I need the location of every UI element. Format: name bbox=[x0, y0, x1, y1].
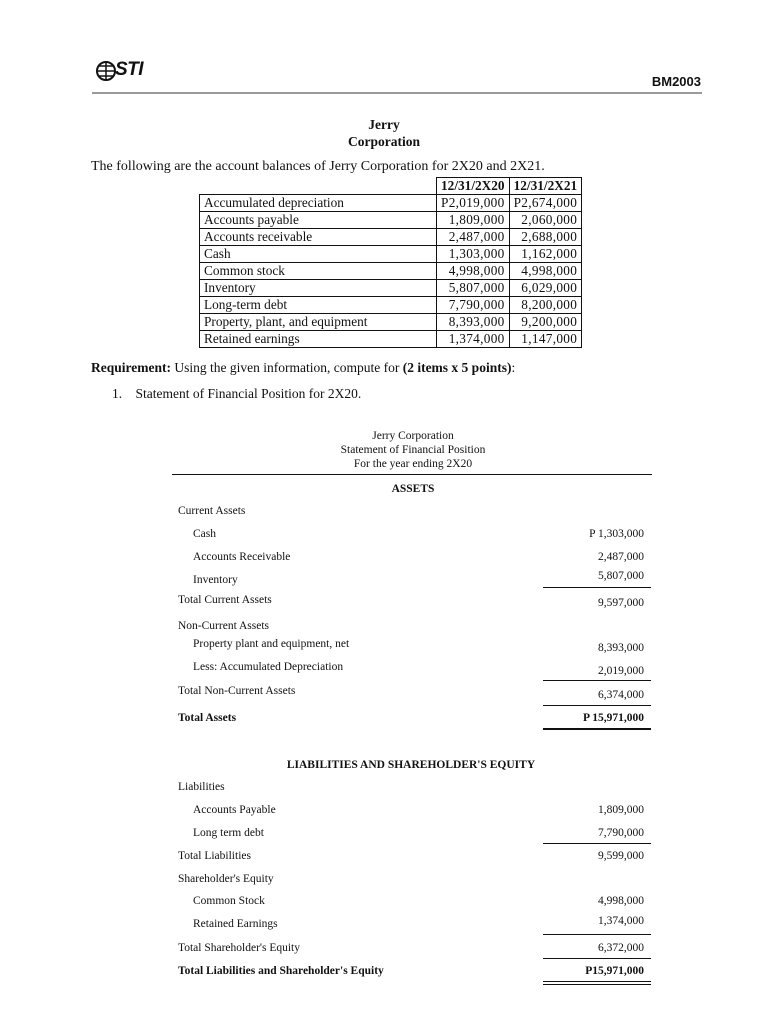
cash-amount: P 1,303,000 bbox=[589, 528, 644, 540]
header-divider bbox=[92, 92, 702, 94]
table-row bbox=[200, 331, 582, 348]
value-2x21-cell: 2,688,000 bbox=[509, 229, 582, 246]
requirement-body: Using the given information, compute for bbox=[171, 360, 403, 375]
inventory-label: Inventory bbox=[193, 574, 238, 586]
total-liabilities-label: Total Liabilities bbox=[178, 850, 251, 862]
document-code: BM2003 bbox=[651, 74, 701, 89]
list-item bbox=[112, 386, 361, 402]
requirement-colon: : bbox=[511, 360, 516, 375]
value-2x21-cell: 2,060,000 bbox=[509, 212, 582, 229]
accum-dep-label: Less: Accumulated Depreciation bbox=[193, 661, 344, 673]
account-cell: Accounts payable bbox=[200, 212, 437, 229]
total-shareholders-equity-amount: 6,372,000 bbox=[598, 942, 644, 954]
page-title-line1: Jerry bbox=[368, 117, 400, 132]
current-assets-label: Current Assets bbox=[178, 505, 246, 517]
page-title-line2: Corporation bbox=[348, 134, 420, 149]
ltd-label: Long term debt bbox=[193, 827, 264, 839]
balances-table bbox=[199, 177, 582, 348]
common-stock-amount: 4,998,000 bbox=[598, 895, 644, 907]
requirement-label: Requirement: bbox=[91, 360, 171, 375]
requirement-points: (2 items x 5 points) bbox=[402, 360, 512, 375]
statement-period: For the year ending 2X20 bbox=[353, 458, 473, 470]
ap-amount: 1,809,000 bbox=[598, 804, 644, 816]
liabilities-label: Liabilities bbox=[178, 781, 225, 793]
assets-heading: ASSETS bbox=[391, 483, 435, 495]
total-non-current-assets-amount: 6,374,000 bbox=[598, 689, 644, 701]
table-header-row bbox=[200, 178, 582, 195]
value-2x20-cell: 5,807,000 bbox=[437, 280, 510, 297]
table-row bbox=[200, 280, 582, 297]
ar-amount: 2,487,000 bbox=[598, 551, 644, 563]
account-cell: Long-term debt bbox=[200, 297, 437, 314]
table-row bbox=[200, 297, 582, 314]
total-assets-amount: P 15,971,000 bbox=[582, 712, 644, 724]
total-assets-label: Total Assets bbox=[178, 712, 237, 724]
value-2x20-cell: 1,374,000 bbox=[437, 331, 510, 348]
value-2x20-cell: 8,393,000 bbox=[437, 314, 510, 331]
value-2x20-cell: 1,303,000 bbox=[437, 246, 510, 263]
value-2x20-cell: 7,790,000 bbox=[437, 297, 510, 314]
account-cell: Accumulated depreciation bbox=[200, 195, 437, 212]
retained-earnings-label: Retained Earnings bbox=[193, 918, 278, 930]
account-cell: Property, plant, and equipment bbox=[200, 314, 437, 331]
statement-company: Jerry Corporation bbox=[372, 430, 454, 442]
total-liabilities-equity-label: Total Liabilities and Shareholder's Equity bbox=[178, 965, 384, 977]
value-2x20-cell: 2,487,000 bbox=[437, 229, 510, 246]
subtotal-rule bbox=[543, 958, 651, 959]
ppe-label: Property plant and equipment, net bbox=[193, 638, 350, 650]
value-2x21-cell: 9,200,000 bbox=[509, 314, 582, 331]
column-header: 12/31/2X21 bbox=[509, 178, 582, 195]
accum-dep-amount: 2,019,000 bbox=[598, 665, 644, 677]
shareholders-equity-label: Shareholder's Equity bbox=[178, 873, 274, 885]
value-2x21-cell: 6,029,000 bbox=[509, 280, 582, 297]
account-cell: Common stock bbox=[200, 263, 437, 280]
ar-label: Accounts Receivable bbox=[193, 551, 291, 563]
statement-name: Statement of Financial Position bbox=[340, 444, 486, 456]
total-liabilities-equity-amount: P15,971,000 bbox=[585, 965, 644, 977]
ltd-amount: 7,790,000 bbox=[598, 827, 644, 839]
subtotal-rule bbox=[543, 843, 651, 844]
table-row bbox=[200, 246, 582, 263]
subtotal-rule bbox=[543, 705, 651, 706]
total-rule bbox=[543, 984, 651, 985]
ap-label: Accounts Payable bbox=[193, 804, 276, 816]
value-2x20-cell: P2,019,000 bbox=[437, 195, 510, 212]
table-row bbox=[200, 263, 582, 280]
value-2x21-cell: 1,147,000 bbox=[509, 331, 582, 348]
statement-top-rule bbox=[172, 474, 652, 475]
table-row bbox=[200, 229, 582, 246]
table-row bbox=[200, 212, 582, 229]
table-row bbox=[200, 195, 582, 212]
value-2x21-cell: 4,998,000 bbox=[509, 263, 582, 280]
intro-text: The following are the account balances of Jerry Corporation for 2X20 and 2X21. bbox=[91, 159, 545, 174]
list-item-number: 1. bbox=[112, 386, 123, 401]
non-current-assets-label: Non-Current Assets bbox=[178, 620, 270, 632]
retained-earnings-amount: 1,374,000 bbox=[598, 915, 644, 927]
account-cell: Cash bbox=[200, 246, 437, 263]
ppe-amount: 8,393,000 bbox=[598, 642, 644, 654]
column-header: 12/31/2X20 bbox=[437, 178, 510, 195]
total-current-assets-amount: 9,597,000 bbox=[598, 597, 644, 609]
total-current-assets-label: Total Current Assets bbox=[178, 594, 272, 606]
value-2x21-cell: 1,162,000 bbox=[509, 246, 582, 263]
liabilities-equity-heading: LIABILITIES AND SHAREHOLDER'S EQUITY bbox=[286, 759, 536, 771]
total-rule bbox=[543, 981, 651, 982]
globe-icon bbox=[95, 60, 117, 82]
value-2x21-cell: P2,674,000 bbox=[509, 195, 582, 212]
total-liabilities-amount: 9,599,000 bbox=[598, 850, 644, 862]
subtotal-rule bbox=[543, 680, 651, 681]
total-shareholders-equity-label: Total Shareholder's Equity bbox=[178, 942, 300, 954]
list-item-text: Statement of Financial Position for 2X20. bbox=[135, 386, 362, 401]
inventory-amount: 5,807,000 bbox=[598, 570, 644, 582]
table-row bbox=[200, 314, 582, 331]
common-stock-label: Common Stock bbox=[193, 895, 265, 907]
value-2x21-cell: 8,200,000 bbox=[509, 297, 582, 314]
total-non-current-assets-label: Total Non-Current Assets bbox=[178, 685, 296, 697]
subtotal-rule bbox=[543, 587, 651, 588]
account-cell: Retained earnings bbox=[200, 331, 437, 348]
total-rule bbox=[543, 728, 651, 730]
account-cell: Accounts receivable bbox=[200, 229, 437, 246]
value-2x20-cell: 1,809,000 bbox=[437, 212, 510, 229]
value-2x20-cell: 4,998,000 bbox=[437, 263, 510, 280]
cash-label: Cash bbox=[193, 528, 216, 540]
subtotal-rule bbox=[543, 934, 651, 935]
sti-logo bbox=[95, 58, 170, 86]
account-cell: Inventory bbox=[200, 280, 437, 297]
requirement-text bbox=[91, 360, 515, 376]
logo-text: STI bbox=[115, 59, 144, 80]
